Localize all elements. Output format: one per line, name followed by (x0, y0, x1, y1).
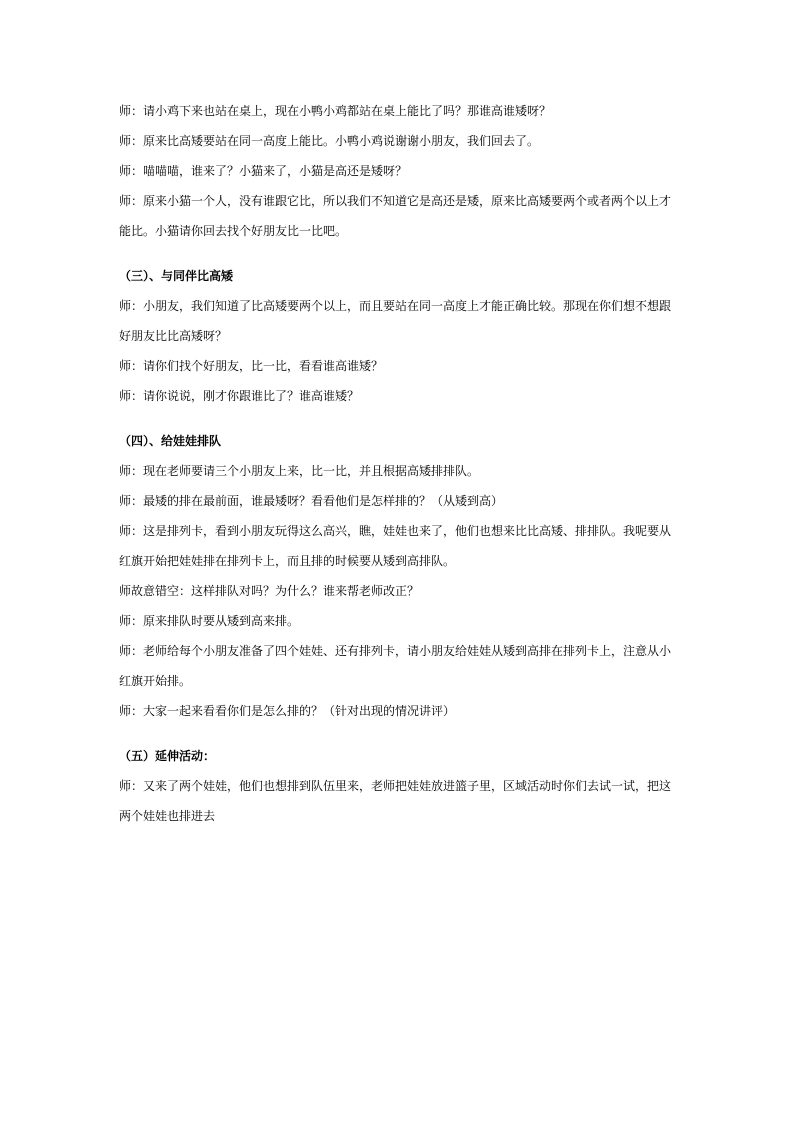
paragraph: 师：请小鸡下来也站在桌上，现在小鸭小鸡都站在桌上能比了吗？那谁高谁矮呀？ (119, 104, 552, 118)
paragraph: 师：原来小猫一个人，没有谁跟它比，所以我们不知道它是高还是矮，原来比高矮要两个或者两个以上才能比。小猫请你回去找个好朋友比一比吧。 (119, 194, 672, 238)
paragraph: 师：小朋友，我们知道了比高矮要两个以上，而且要站在同一高度上才能正确比较。那现在你们想不想跟好朋友比比高矮呀？ (119, 299, 672, 343)
paragraph: 师：喵喵喵，谁来了？小猫来了，小猫是高还是矮呀？ (119, 164, 408, 178)
paragraph: 师：请你说说，刚才你跟谁比了？谁高谁矮？ (119, 389, 360, 403)
paragraph: 师：又来了两个娃娃，他们也想排到队伍里来，老师把娃娃放进篮子里，区域活动时你们去试一试，把这两个娃娃也排进去 (119, 779, 672, 823)
paragraph: 师：大家一起来看看你们是怎么排的？（针对出现的情况讲评） (119, 704, 456, 718)
section-heading: （四）、给娃娃排队 (119, 434, 222, 448)
paragraph: 师：老师给每个小朋友准备了四个娃娃、还有排列卡，请小朋友给娃娃从矮到高排在排列卡上，注意从小红旗开始排。 (119, 644, 672, 688)
paragraph: 师：原来排队时要从矮到高来排。 (119, 614, 300, 628)
section-spacer (119, 726, 679, 741)
paragraph: 师：最矮的排在最前面，谁最矮呀？看看他们是怎样排的？（从矮到高） (119, 494, 504, 508)
section-spacer (119, 411, 679, 426)
paragraph: 师：现在老师要请三个小朋友上来，比一比，并且根据高矮排排队。 (119, 464, 480, 478)
section-heading: （五）延伸活动： (119, 749, 216, 763)
paragraph: 师：这是排列卡，看到小朋友玩得这么高兴，瞧，娃娃也来了，他们也想来比比高矮、排排队。我呢要从红旗开始把娃娃排在排列卡上，而且排的时候要从矮到高排队。 (119, 524, 672, 568)
paragraph: 师故意错空：这样排队对吗？为什么？谁来帮老师改正？ (119, 584, 420, 598)
section-spacer (119, 246, 679, 261)
paragraph: 师：请你们找个好朋友，比一比，看看谁高谁矮？ (119, 359, 384, 373)
paragraph: 师：原来比高矮要站在同一高度上能比。小鸭小鸡说谢谢小朋友，我们回去了。 (119, 134, 540, 148)
section-heading: （三）、与同伴比高矮 (119, 269, 234, 283)
document-page (119, 96, 679, 831)
